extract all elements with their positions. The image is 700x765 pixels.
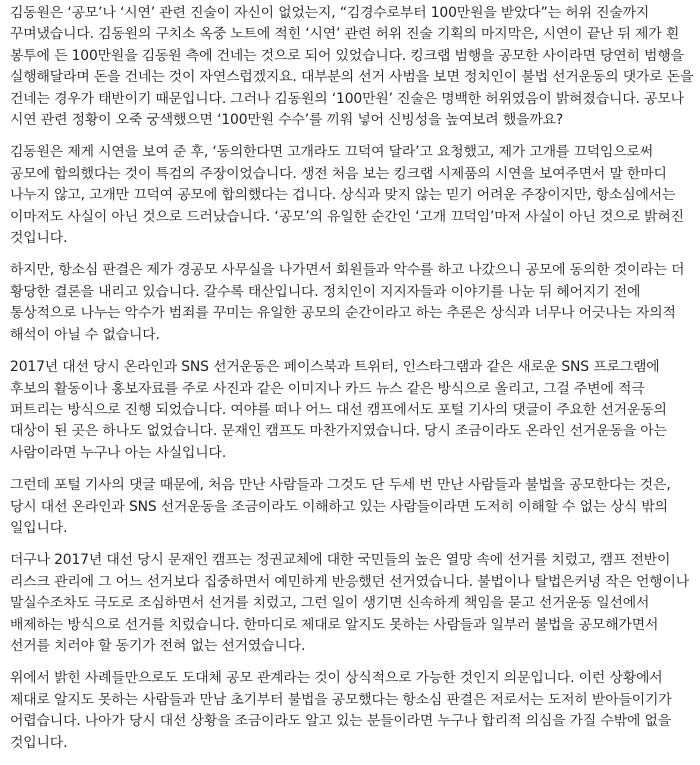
paragraph-1: 김동원은 ‘공모’나 ‘시연’ 관련 진술이 자신이 없었는지, “김경수로부터 100만원을 받았다”는 허위 진술까지 꾸며냈습니다. 김동원의 구치소 옥중 노트에 적힌 ‘시연’ 관련 허위 진술 기획의 마지막은, 시연이 끝난 뒤 제가 흰 봉투에 든 100만원을 김동원 측에 건네는 것으로 되어 있었습니다. 킹크랩 범행을 공모한 사이라면 당연히 범행을 실행해달라며 돈을 건네는 것이 자연스럽겠지요. 대부분의 선거 사범을 보면 정치인이 불법 선거운동의 댓가로 돈을 건네는 경우가 태반이기 때문입니다. 그러나 김동원의 ‘100만원’ 진술은 명백한 허위였음이 밝혀졌습니다. 공모나 시연 관련 정황이 오죽 궁색했으면 ‘100만원 수수’를 끼워 넣어 신빙성을 높여보려 했을까요? xyxy=(10,5,694,129)
paragraph-4: 2017년 대선 당시 온라인과 SNS 선거운동은 페이스북과 트위터, 인스타그램과 같은 새로운 SNS 프로그램에 후보의 활동이나 홍보자료를 주로 사진과 같은 이미지나 카드 뉴스 같은 방식으로 올리고, 그걸 주변에 적극 퍼트리는 방식으로 진행 되었습니다. 여야를 떠나 어느 대선 캠프에서도 포털 기사의 댓글이 주요한 선거운동의 대상이 된 곳은 하나도 없었습니다. 문재인 캠프도 마찬가지였습니다. 당시 조금이라도 온라인 선거운동을 아는 사람이라면 누구나 아는 사실입니다. xyxy=(10,359,667,461)
paragraph-7: 위에서 밝힌 사례들만으로도 도대체 공모 관계라는 것이 상식적으로 가능한 것인지 의문입니다. 이런 상황에서 제대로 알지도 못하는 사람들과 만남 초기부터 불법을 공모했다는 항소심 판결은 저로서는 도저히 받아들이기가 어렵습니다. 나아가 당시 대선 상황을 조금이라도 알고 있는 분들이라면 누구나 합리적 의심을 가질 수밖에 없을 것입니다. xyxy=(10,670,672,751)
article-body xyxy=(10,3,694,765)
paragraph-5: 그런데 포털 기사의 댓글 때문에, 처음 만난 사람들과 그것도 단 두세 번 만난 사람들과 불법을 공모한다는 것은, 당시 대선 온라인과 SNS 선거운동을 조금이라도 이해하고 있는 사람들이라면 도저히 이해할 수 없는 상식 밖의 일입니다. xyxy=(10,477,671,536)
paragraph-2: 김동원은 제게 시연을 보여 준 후, ‘동의한다면 고개라도 끄덕여 달라’고 요청했고, 제가 고개를 끄덕임으로써 공모에 합의했다는 것이 특검의 주장이었습니다. 생전 처음 보는 킹크랩 시제품의 시연을 보여주면서 말 한마디 나누지 않고, 고개만 끄덕여 공모에 합의했다는 겁니다. 상식과 맞지 않는 믿기 어려운 주장이지만, 항소심에서는 이마저도 사실이 아닌 것으로 드러났습니다. ‘공모’의 유일한 순간인 ‘고개 끄덕임’마저 사실이 아닌 것으로 밝혀진 것입니다. xyxy=(10,144,684,247)
paragraph-3: 하지만, 항소심 판결은 제가 경공모 사무실을 나가면서 회원들과 악수를 하고 나갔으니 공모에 동의한 것이라는 더 황당한 결론을 내리고 있습니다. 갈수록 태산입니다. 정치인이 지지자들과 이야기를 나눈 뒤 헤어지기 전에 통상적으로 나누는 악수가 범죄를 꾸미는 유일한 공모의 순간이라고 하는 추론은 상식과 너무나 어긋나는 자의적 해석이 아닐 수 없습니다. xyxy=(10,262,685,343)
paragraph-6: 더구나 2017년 대선 당시 문재인 캠프는 정권교체에 대한 국민들의 높은 열망 속에 선거를 치렀고, 캠프 전반이 리스크 관리에 그 어느 선거보다 집중하면서 예민하게 반응했던 선거였습니다. 불법이나 탈법은커녕 작은 언행이나 말실수조차도 극도로 조심하면서 선거를 치렀고, 그런 일이 생기면 신속하게 책임을 묻고 선거운동 일선에서 배제하는 방식으로 선거를 치렀습니다. 한마디로 제대로 알지도 못하는 사람들과 일부러 불법을 공모해가면서 선거를 치러야 할 동기가 전혀 없는 선거였습니다. xyxy=(10,552,690,654)
